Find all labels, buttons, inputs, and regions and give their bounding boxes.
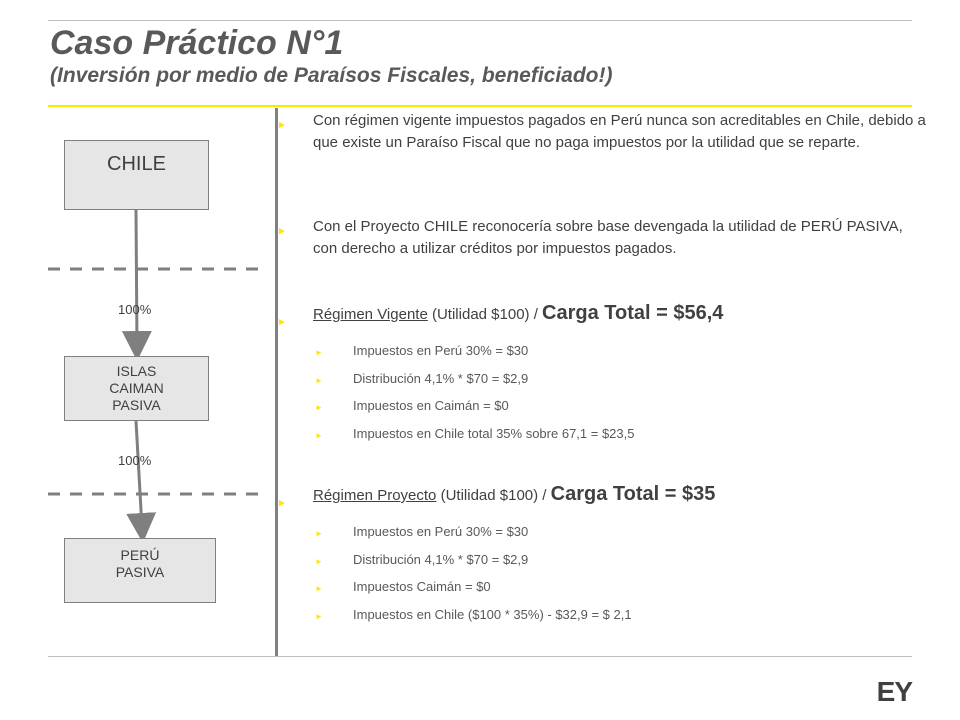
- sub-bullet-arrow-icon: ►: [315, 348, 323, 357]
- vigente-item: Distribución 4,1% * $70 = $2,9: [353, 371, 529, 386]
- ownership-pct-2: 100%: [118, 453, 152, 468]
- proyecto-item: Distribución 4,1% * $70 = $2,9: [353, 552, 529, 567]
- vigente-item: Impuestos en Chile total 35% sobre 67,1 = $23,5: [353, 426, 635, 441]
- proyecto-item: Impuestos en Perú 30% = $30: [353, 524, 529, 539]
- vigente-item: Impuestos en Caimán = $0: [353, 398, 509, 413]
- regimen-proyecto-label: Régimen Proyecto: [313, 487, 437, 504]
- ownership-arrow-2: [136, 421, 142, 528]
- entity-peru-line-1: PERÚ: [120, 547, 160, 563]
- entity-islas-line-1: ISLAS: [116, 363, 157, 379]
- bullet-arrow-icon: ►: [277, 226, 287, 237]
- regimen-proyecto-detail: (Utilidad $100) /: [436, 487, 551, 504]
- sub-bullet-arrow-icon: ►: [315, 557, 323, 566]
- regimen-proyecto-total: Carga Total = $35: [550, 483, 716, 505]
- entity-islas-line-3: PASIVA: [112, 397, 161, 413]
- ey-logo: EY: [876, 676, 912, 707]
- bullet-paragraph-1: Con régimen vigente impuestos pagados en Perú nunca son acreditables en Chile, debido a que existe un Paraíso Fiscal que no paga impuestos por la utilidad que se reparte.: [313, 112, 926, 151]
- sub-bullet-arrow-icon: ►: [315, 376, 323, 385]
- regimen-proyecto-heading: [313, 483, 715, 506]
- entity-chile-label: CHILE: [107, 153, 166, 175]
- regimen-vigente-label: Régimen Vigente: [313, 306, 428, 323]
- entity-peru-line-2: PASIVA: [115, 564, 165, 580]
- sub-bullet-arrow-icon: ►: [315, 431, 323, 440]
- slide-title: Caso Práctico N°1: [50, 24, 344, 62]
- entity-islas-line-2: CAIMAN: [109, 380, 164, 396]
- ownership-pct-1: 100%: [118, 302, 152, 317]
- regimen-vigente-detail: (Utilidad $100) /: [427, 306, 543, 323]
- proyecto-item: Impuestos en Chile ($100 * 35%) - $32,9 = $ 2,1: [353, 607, 632, 622]
- bullet-arrow-icon: ►: [277, 317, 287, 328]
- entity-islas-caiman: [64, 356, 209, 421]
- entity-peru-pasiva: [64, 538, 216, 603]
- bullet-paragraph-2: Con el Proyecto CHILE reconocería sobre base devengada la utilidad de PERÚ PASIVA, con derecho a utilizar créditos por impuestos pagados.: [313, 218, 903, 257]
- regimen-vigente-heading: [313, 302, 723, 325]
- slide-subtitle: (Inversión por medio de Paraísos Fiscales, beneficiado!): [50, 64, 613, 87]
- sub-bullet-arrow-icon: ►: [315, 612, 323, 621]
- sub-bullet-arrow-icon: ►: [315, 584, 323, 593]
- entity-chile: [64, 140, 209, 210]
- sub-bullet-arrow-icon: ►: [315, 403, 323, 412]
- sub-bullet-arrow-icon: ►: [315, 529, 323, 538]
- bullet-arrow-icon: ►: [277, 498, 287, 509]
- bullet-arrow-icon: ►: [277, 120, 287, 131]
- vigente-item: Impuestos en Perú 30% = $30: [353, 343, 529, 358]
- regimen-vigente-total: Carga Total = $56,4: [542, 302, 724, 324]
- ownership-arrow-1: [136, 210, 137, 346]
- proyecto-item: Impuestos Caimán = $0: [353, 579, 491, 594]
